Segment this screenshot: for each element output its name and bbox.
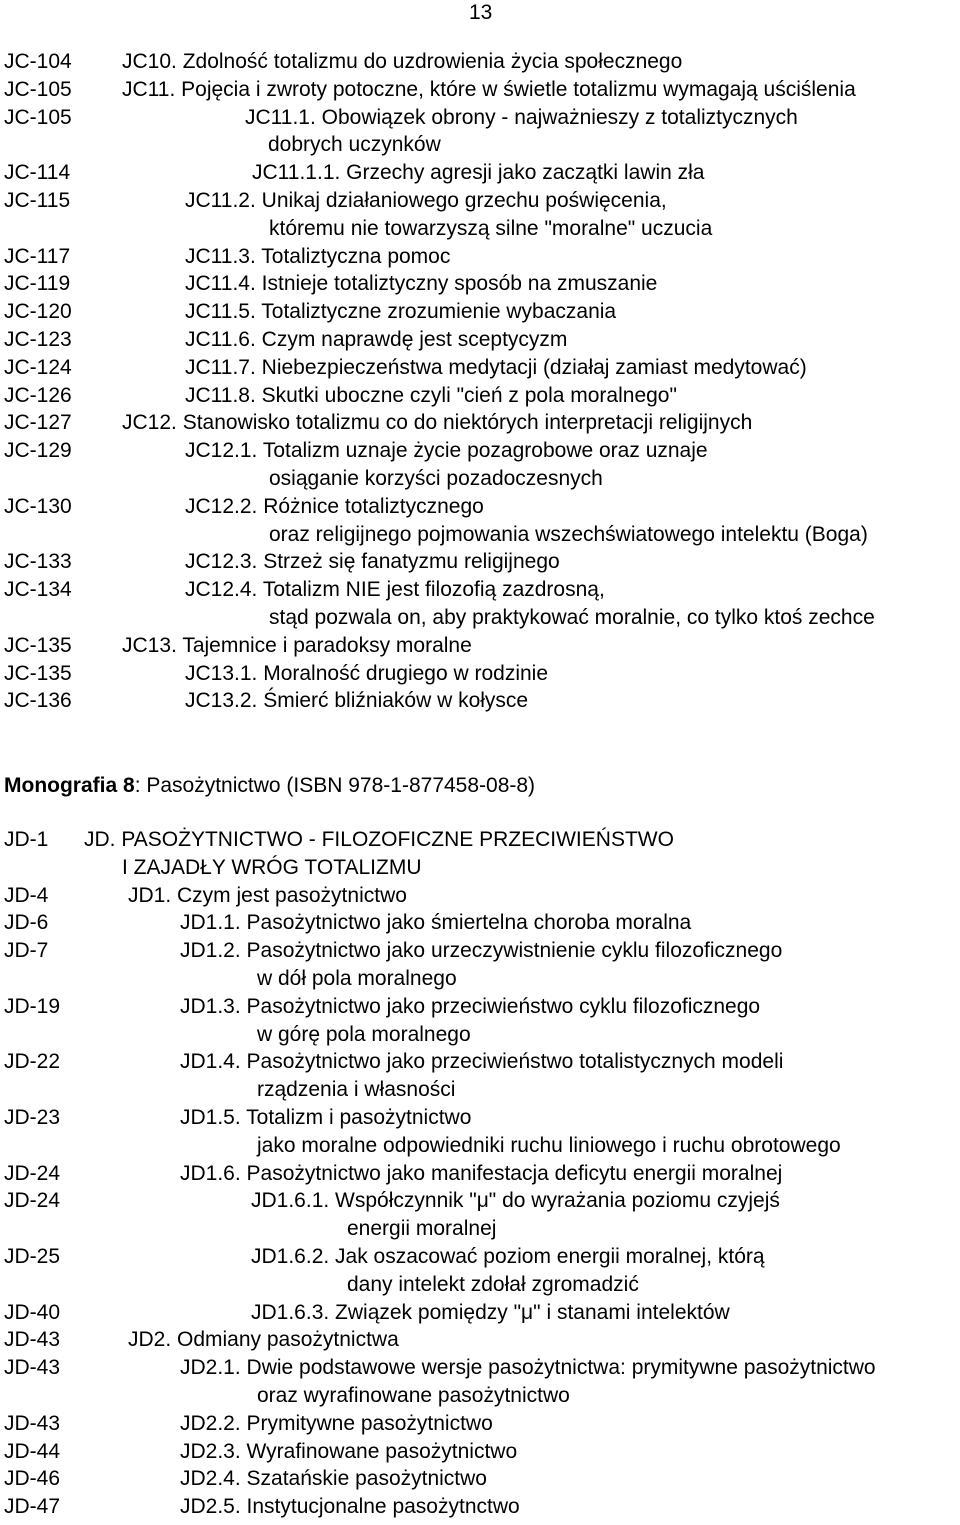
toc-entry (0, 382, 960, 410)
toc-entry (0, 660, 960, 688)
toc-page-ref: JC-126 (4, 383, 72, 407)
toc-title: JC13. Tajemnice i paradoksy moralne (122, 633, 472, 657)
toc-entry (0, 1410, 960, 1438)
toc-page-ref: JC-135 (4, 633, 72, 657)
toc-page-ref: JD-40 (4, 1300, 61, 1324)
toc-title: JD1.4. Pasożytnictwo jako przeciwieństwo totalistycznych modeli (180, 1050, 784, 1074)
toc-title: JC13.2. Śmierć bliźniaków w kołysce (185, 689, 529, 713)
toc-entry (0, 1465, 960, 1493)
toc-section-jd (0, 826, 960, 1521)
toc-title: JC13.1. Moralność drugiego w rodzinie (185, 661, 549, 685)
toc-title-continuation: w górę pola moralnego (257, 1022, 471, 1046)
toc-title: JC10. Zdolność totalizmu do uzdrowienia życia społecznego (122, 50, 683, 73)
toc-title-continuation: oraz wyrafinowane pasożytnictwo (257, 1383, 570, 1407)
toc-entry-continuation (0, 854, 960, 882)
toc-entry-continuation (0, 965, 960, 993)
toc-page-ref: JD-4 (4, 883, 49, 907)
toc-title: JD1.3. Pasożytnictwo jako przeciwieństwo cyklu filozoficznego (180, 994, 761, 1018)
toc-title: JD2.3. Wyrafinowane pasożytnictwo (180, 1439, 518, 1463)
toc-entry (0, 76, 960, 104)
toc-title: JD1.6.2. Jak oszacować poziom energii moralnej, którą (251, 1244, 765, 1268)
toc-title: JD2.1. Dwie podstawowe wersje pasożytnictwa: prymitywne pasożytnictwo (180, 1356, 876, 1380)
toc-entry (0, 1187, 960, 1215)
toc-page-ref: JC-120 (4, 300, 72, 324)
toc-title: JD. PASOŻYTNICTWO - FILOZOFICZNE PRZECIWIEŃSTWO (84, 828, 674, 851)
toc-entry (0, 187, 960, 215)
toc-entry (0, 548, 960, 576)
toc-page-ref: JC-134 (4, 578, 72, 602)
toc-page-ref: JD-19 (4, 994, 61, 1018)
toc-title: JC11.5. Totaliztyczne zrozumienie wybaczania (185, 300, 617, 324)
toc-title: JD1.6. Pasożytnictwo jako manifestacja deficytu energii moralnej (180, 1161, 783, 1185)
toc-page-ref: JC-129 (4, 439, 72, 463)
toc-entry-continuation (0, 131, 960, 159)
toc-entry-continuation (0, 1076, 960, 1104)
toc-title-continuation: oraz religijnego pojmowania wszechświatowego intelektu (Boga) (269, 522, 868, 546)
toc-entry (0, 1354, 960, 1382)
toc-entry (0, 48, 960, 76)
toc-page-ref: JD-24 (4, 1189, 61, 1213)
toc-page-ref: JD-1 (4, 828, 49, 851)
toc-title: JC12.3. Strzeż się fanatyzmu religijnego (185, 550, 560, 574)
toc-title: JD2. Odmiany pasożytnictwa (128, 1328, 399, 1352)
toc-title: JD1.6.3. Związek pomiędzy "μ" i stanami intelektów (251, 1300, 730, 1324)
toc-title: JD1.6.1. Współczynnik "μ" do wyrażania poziomu czyjejś (251, 1189, 780, 1213)
toc-page-ref: JC-127 (4, 411, 72, 435)
toc-entry-continuation (0, 215, 960, 243)
toc-page-ref: JD-43 (4, 1411, 61, 1435)
toc-entry (0, 326, 960, 354)
toc-title-continuation: jako moralne odpowiedniki ruchu liniowego i ruchu obrotowego (257, 1133, 841, 1157)
toc-page-ref: JC-135 (4, 661, 72, 685)
toc-entry (0, 993, 960, 1021)
toc-entry (0, 104, 960, 132)
toc-entry-continuation (0, 604, 960, 632)
toc-page-ref: JC-123 (4, 327, 72, 351)
toc-page-ref: JD-47 (4, 1495, 61, 1519)
toc-title: JD2.4. Szatańskie pasożytnictwo (180, 1467, 487, 1491)
toc-entry (0, 409, 960, 437)
toc-page-ref: JD-44 (4, 1439, 61, 1463)
toc-entry (0, 1243, 960, 1271)
toc-title: JC11.1. Obowiązek obrony - najważnieszy z totaliztycznych (245, 105, 798, 129)
toc-entry (0, 1326, 960, 1354)
toc-page-ref: JC-117 (4, 244, 71, 268)
toc-page-ref: JC-115 (4, 188, 71, 212)
toc-section-jc (0, 48, 960, 715)
toc-entry (0, 909, 960, 937)
toc-title: JC11. Pojęcia i zwroty potoczne, które w świetle totalizmu wymagają uściślenia (122, 77, 856, 101)
toc-title: JC12.4. Totalizm NIE jest filozofią zazdrosną, (185, 578, 605, 602)
toc-entry-continuation (0, 1021, 960, 1049)
toc-entry-continuation (0, 1271, 960, 1299)
toc-entry (0, 1299, 960, 1327)
toc-title: JC11.3. Totaliztyczna pomoc (185, 244, 451, 268)
toc-title: JC11.2. Unikaj działaniowego grzechu poświęcenia, (185, 188, 667, 212)
toc-page-ref: JC-114 (4, 161, 71, 185)
toc-title-continuation: któremu nie towarzyszą silne "moralne" uczucia (269, 216, 713, 240)
toc-title: JD1.1. Pasożytnictwo jako śmiertelna choroba moralna (180, 911, 692, 935)
toc-entry (0, 1104, 960, 1132)
toc-page-ref: JD-25 (4, 1244, 61, 1268)
toc-title: JC11.7. Niebezpieczeństwa medytacji (działaj zamiast medytować) (185, 355, 807, 379)
toc-title: JD1.2. Pasożytnictwo jako urzeczywistnienie cyklu filozoficznego (180, 939, 783, 963)
toc-title: JC11.6. Czym naprawdę jest sceptycyzm (185, 327, 568, 351)
toc-title: JC12. Stanowisko totalizmu co do niektórych interpretacji religijnych (122, 411, 753, 435)
toc-entry-continuation (0, 1382, 960, 1410)
toc-entry (0, 1493, 960, 1521)
monograph-heading (4, 772, 535, 800)
toc-title: JC11.8. Skutki uboczne czyli "cień z pola moralnego" (185, 383, 677, 407)
toc-entry (0, 882, 960, 910)
toc-title-continuation: stąd pozwala on, aby praktykować moralnie, co tylko ktoś zechce (269, 605, 875, 629)
monograph-label: Monografia 8 (4, 774, 135, 797)
toc-title: JD2.2. Prymitywne pasożytnictwo (180, 1411, 493, 1435)
toc-entry (0, 437, 960, 465)
toc-page-ref: JD-23 (4, 1105, 61, 1129)
toc-entry (0, 159, 960, 187)
toc-entry (0, 632, 960, 660)
toc-page-ref: JC-104 (4, 50, 72, 73)
toc-page-ref: JC-133 (4, 550, 72, 574)
toc-title-continuation: w dół pola moralnego (257, 966, 457, 990)
toc-entry (0, 493, 960, 521)
toc-entry-continuation (0, 1215, 960, 1243)
toc-title-continuation: rządzenia i własności (257, 1078, 456, 1102)
toc-entry (0, 354, 960, 382)
toc-page-ref: JC-124 (4, 355, 72, 379)
toc-entry (0, 1438, 960, 1466)
toc-page-ref: JC-105 (4, 105, 72, 129)
toc-page-ref: JD-24 (4, 1161, 61, 1185)
toc-title-continuation: I ZAJADŁY WRÓG TOTALIZMU (122, 855, 422, 879)
toc-title: JC12.2. Różnice totaliztycznego (185, 494, 484, 518)
toc-title: JC11.4. Istnieje totaliztyczny sposób na zmuszanie (185, 272, 658, 296)
toc-page-ref: JC-105 (4, 77, 72, 101)
toc-entry (0, 243, 960, 271)
toc-entry (0, 937, 960, 965)
toc-page-ref: JC-130 (4, 494, 72, 518)
toc-title-continuation: osiąganie korzyści pozadoczesnych (269, 466, 603, 490)
toc-title: JD1. Czym jest pasożytnictwo (128, 883, 407, 907)
toc-page-ref: JD-6 (4, 911, 49, 935)
toc-entry (0, 826, 960, 854)
toc-title: JC11.1.1. Grzechy agresji jako zaczątki lawin zła (252, 161, 705, 185)
toc-page-ref: JD-46 (4, 1467, 61, 1491)
toc-page-ref: JD-43 (4, 1328, 61, 1352)
toc-page-ref: JD-43 (4, 1356, 61, 1380)
toc-page-ref: JC-119 (4, 272, 71, 296)
toc-title-continuation: dobrych uczynków (268, 133, 441, 157)
toc-entry (0, 687, 960, 715)
toc-title: JD1.5. Totalizm i pasożytnictwo (180, 1105, 472, 1129)
toc-entry (0, 1160, 960, 1188)
toc-entry (0, 1048, 960, 1076)
toc-entry (0, 576, 960, 604)
toc-entry-continuation (0, 465, 960, 493)
toc-page-ref: JD-7 (4, 939, 49, 963)
toc-title-continuation: energii moralnej (347, 1217, 497, 1241)
toc-page-ref: JC-136 (4, 689, 72, 713)
toc-entry-continuation (0, 1132, 960, 1160)
toc-entry (0, 298, 960, 326)
toc-title-continuation: dany intelekt zdołał zgromadzić (347, 1272, 639, 1296)
toc-page-ref: JD-22 (4, 1050, 61, 1074)
page-number: 13 (469, 1, 493, 24)
toc-entry-continuation (0, 521, 960, 549)
monograph-title: : Pasożytnictwo (ISBN 978-1-877458-08-8) (134, 774, 536, 797)
toc-entry (0, 270, 960, 298)
toc-title: JD2.5. Instytucjonalne pasożytnctwo (180, 1495, 520, 1519)
toc-title: JC12.1. Totalizm uznaje życie pozagrobowe oraz uznaje (185, 439, 708, 463)
